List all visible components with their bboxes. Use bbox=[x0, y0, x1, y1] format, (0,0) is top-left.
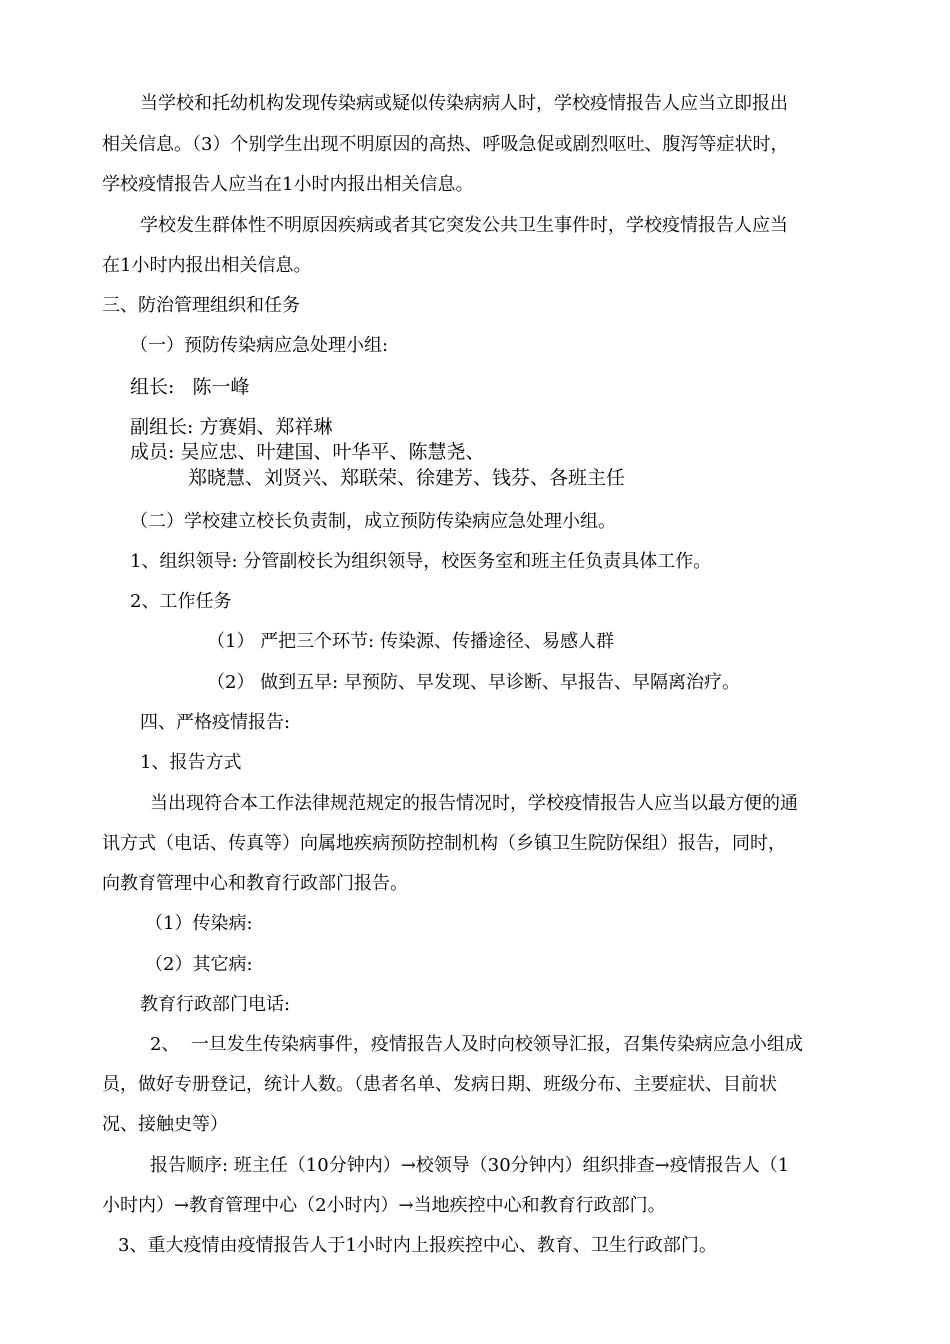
para-line-1: 当学校和托幼机构发现传染病或疑似传染病病人时，学校疫情报告人应当立即报出 bbox=[140, 93, 788, 114]
item-organization-leadership: 1、组织领导: 分管副校长为组织领导，校医务室和班主任负责具体工作。 bbox=[130, 551, 712, 572]
item-work-tasks: 2、工作任务 bbox=[130, 591, 232, 612]
group-members-line-1: 成员: 吴应忠、叶建国、叶华平、陈慧尧、 bbox=[130, 441, 485, 463]
item-education-phone: 教育行政部门电话: bbox=[140, 994, 291, 1015]
group-members-line-2: 郑晓慧、刘贤兴、郑联荣、徐建芳、钱芬、各班主任 bbox=[188, 467, 626, 489]
item-infectious-disease: （1）传染病: bbox=[145, 913, 253, 934]
task-three-links: （1） 严把三个环节: 传染源、传播途径、易感人群 bbox=[207, 631, 614, 652]
para-line-5: 在1小时内报出相关信息。 bbox=[102, 255, 312, 276]
section-heading-3: 三、防治管理组织和任务 bbox=[102, 295, 300, 316]
event-para-line-3: 况、接触史等） bbox=[102, 1114, 228, 1135]
item-report-method: 1、报告方式 bbox=[140, 752, 242, 773]
subsection-heading-2: （二）学校建立校长负责制，成立预防传染病应急处理小组。 bbox=[130, 511, 616, 532]
report-order-line-1: 报告顺序: 班主任（10分钟内）→校领导（30分钟内）组织排查→疫情报告人（1 bbox=[150, 1155, 790, 1176]
item-other-disease: （2）其它病: bbox=[145, 954, 253, 975]
event-para-line-1: 2、 一旦发生传染病事件，疫情报告人及时向校领导汇报，召集传染病应急小组成 bbox=[150, 1034, 803, 1055]
para-line-4: 学校发生群体性不明原因疾病或者其它突发公共卫生事件时，学校疫情报告人应当 bbox=[140, 215, 788, 236]
report-para-line-1: 当出现符合本工作法律规范规定的报告情况时，学校疫情报告人应当以最方便的通 bbox=[150, 793, 798, 814]
group-leader: 组长: 陈一峰 bbox=[130, 376, 250, 398]
report-order-line-2: 小时内）→教育管理中心（2小时内）→当地疾控中心和教育行政部门。 bbox=[102, 1195, 666, 1216]
event-para-line-2: 员，做好专册登记，统计人数。（患者名单、发病日期、班级分布、主要症状、目前状 bbox=[102, 1074, 777, 1095]
item-major-epidemic: 3、重大疫情由疫情报告人于1小时内上报疾控中心、教育、卫生行政部门。 bbox=[118, 1235, 717, 1256]
para-line-3: 学校疫情报告人应当在1小时内报出相关信息。 bbox=[102, 174, 474, 195]
report-para-line-3: 向教育管理中心和教育行政部门报告。 bbox=[102, 873, 408, 894]
task-five-early: （2） 做到五早: 早预防、早发现、早诊断、早报告、早隔离治疗。 bbox=[207, 672, 740, 693]
section-heading-4: 四、严格疫情报告: bbox=[140, 712, 291, 733]
subsection-heading-1: （一）预防传染病应急处理小组: bbox=[130, 335, 389, 356]
report-para-line-2: 讯方式（电话、传真等）向属地疾病预防控制机构（乡镇卫生院防保组）报告，同时， bbox=[102, 833, 786, 854]
deputy-group-leader: 副组长: 方赛娟、郑祥琳 bbox=[130, 416, 333, 438]
para-line-2: 相关信息。（3）个别学生出现不明原因的高热、呼吸急促或剧烈呕吐、腹泻等症状时， bbox=[102, 134, 789, 155]
